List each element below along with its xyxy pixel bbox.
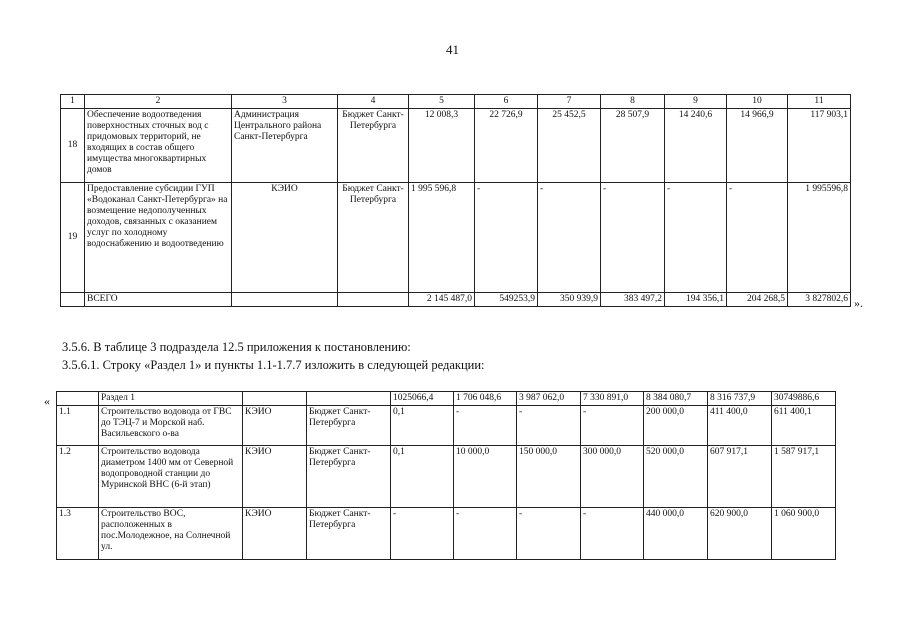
column-number: 10 [727, 95, 788, 109]
row-value: - [475, 183, 538, 293]
row-name: Строительство ВОС, расположенных в пос.Молодежное, на Солнечной ул. [99, 508, 243, 560]
table-row [61, 183, 851, 293]
row-number: 1.3 [57, 508, 99, 560]
section-value: 8 384 080,7 [644, 392, 708, 406]
row-value: - [454, 508, 517, 560]
paragraph-3-5-6: 3.5.6. В таблице 3 подраздела 12.5 приложения к постановлению: [62, 340, 411, 354]
table-row [57, 446, 836, 508]
row-value: 411 400,0 [708, 406, 772, 446]
row-source: Бюджет Санкт-Петербурга [307, 406, 391, 446]
section-value: 7 330 891,0 [581, 392, 644, 406]
row-value: - [581, 406, 644, 446]
row-source: Бюджет Санкт-Петербурга [307, 508, 391, 560]
row-value: - [581, 508, 644, 560]
row-value: 1 060 900,0 [772, 508, 836, 560]
row-number: 1.1 [57, 406, 99, 446]
table-row [57, 406, 836, 446]
row-value: - [454, 406, 517, 446]
row-value: - [517, 406, 581, 446]
row-value: 14 240,6 [665, 109, 727, 183]
column-number: 6 [475, 95, 538, 109]
row-executor: КЭИО [232, 183, 338, 293]
row-value: 0,1 [391, 446, 454, 508]
row-value: - [517, 508, 581, 560]
section-value: 8 316 737,9 [708, 392, 772, 406]
row-name: Обеспечение водоотведения поверхностных сточных вод с придомовых территорий, не входящих в состав общего имущества многоквартирных домов [85, 109, 232, 183]
row-value: 1 587 917,1 [772, 446, 836, 508]
row-value: 200 000,0 [644, 406, 708, 446]
row-number: 18 [61, 109, 85, 183]
row-executor: КЭИО [243, 508, 307, 560]
section-row [57, 392, 836, 406]
row-name: Строительство водовода от ГВС до ТЭЦ-7 и Морской наб. Васильевского о-ва [99, 406, 243, 446]
column-number: 8 [601, 95, 665, 109]
row-value: - [538, 183, 601, 293]
row-executor: Администрация Центрального района Санкт-Петербурга [232, 109, 338, 183]
row-value: 0,1 [391, 406, 454, 446]
column-number: 9 [665, 95, 727, 109]
row-value: 620 900,0 [708, 508, 772, 560]
column-number: 1 [61, 95, 85, 109]
row-value: 12 008,3 [409, 109, 475, 183]
row-value: 14 966,9 [727, 109, 788, 183]
section-value: 3 987 062,0 [517, 392, 581, 406]
row-value: 28 507,9 [601, 109, 665, 183]
total-value: 350 939,9 [538, 293, 601, 307]
opening-quote: « [44, 394, 50, 408]
row-value: 607 917,1 [708, 446, 772, 508]
row-value: 1 995596,8 [788, 183, 851, 293]
row-executor: КЭИО [243, 406, 307, 446]
row-value: 440 000,0 [644, 508, 708, 560]
section-value: 1 706 048,6 [454, 392, 517, 406]
row-name: Строительство водовода диаметром 1400 мм от Северной водопроводной станции до Муринской ВНС (6-й этап) [99, 446, 243, 508]
total-row [61, 293, 851, 307]
section-value: 30749886,6 [772, 392, 836, 406]
row-executor: КЭИО [243, 446, 307, 508]
column-number: 4 [338, 95, 409, 109]
row-value: 300 000,0 [581, 446, 644, 508]
row-value: 520 000,0 [644, 446, 708, 508]
row-value: - [601, 183, 665, 293]
row-value: - [665, 183, 727, 293]
row-name: Предоставление субсидии ГУП «Водоканал Санкт-Петербурга» на возмещение недополученных доходов, связанных с оказанием услуг по холодному водоснабжению и водоотведению [85, 183, 232, 293]
total-value: 549253,9 [475, 293, 538, 307]
row-value: 117 903,1 [788, 109, 851, 183]
column-number: 3 [232, 95, 338, 109]
column-number: 5 [409, 95, 475, 109]
page-number: 41 [446, 42, 459, 57]
row-value: 1 995 596,8 [409, 183, 475, 293]
total-label: ВСЕГО [85, 293, 232, 307]
row-value: 10 000,0 [454, 446, 517, 508]
row-value: 25 452,5 [538, 109, 601, 183]
paragraph-3-5-6-1: 3.5.6.1. Строку «Раздел 1» и пункты 1.1-1.7.7 изложить в следующей редакции: [62, 358, 485, 372]
section-value: 1025066,4 [391, 392, 454, 406]
budget-table-section-1 [56, 391, 836, 560]
row-number: 1.2 [57, 446, 99, 508]
section-label: Раздел 1 [99, 392, 243, 406]
row-source: Бюджет Санкт-Петербурга [338, 183, 409, 293]
total-value: 194 356,1 [665, 293, 727, 307]
table-row [57, 508, 836, 560]
budget-table-top [60, 94, 851, 307]
row-value: - [727, 183, 788, 293]
row-value: 150 000,0 [517, 446, 581, 508]
closing-quote: ». [854, 296, 863, 310]
row-value: - [391, 508, 454, 560]
row-value: 22 726,9 [475, 109, 538, 183]
total-value: 2 145 487,0 [409, 293, 475, 307]
row-source: Бюджет Санкт-Петербурга [338, 109, 409, 183]
column-number: 7 [538, 95, 601, 109]
total-value: 383 497,2 [601, 293, 665, 307]
row-number: 19 [61, 183, 85, 293]
column-number: 11 [788, 95, 851, 109]
total-value: 204 268,5 [727, 293, 788, 307]
table-row [61, 109, 851, 183]
row-value: 611 400,1 [772, 406, 836, 446]
column-number-row [61, 95, 851, 109]
total-value: 3 827802,6 [788, 293, 851, 307]
row-source: Бюджет Санкт-Петербурга [307, 446, 391, 508]
column-number: 2 [85, 95, 232, 109]
